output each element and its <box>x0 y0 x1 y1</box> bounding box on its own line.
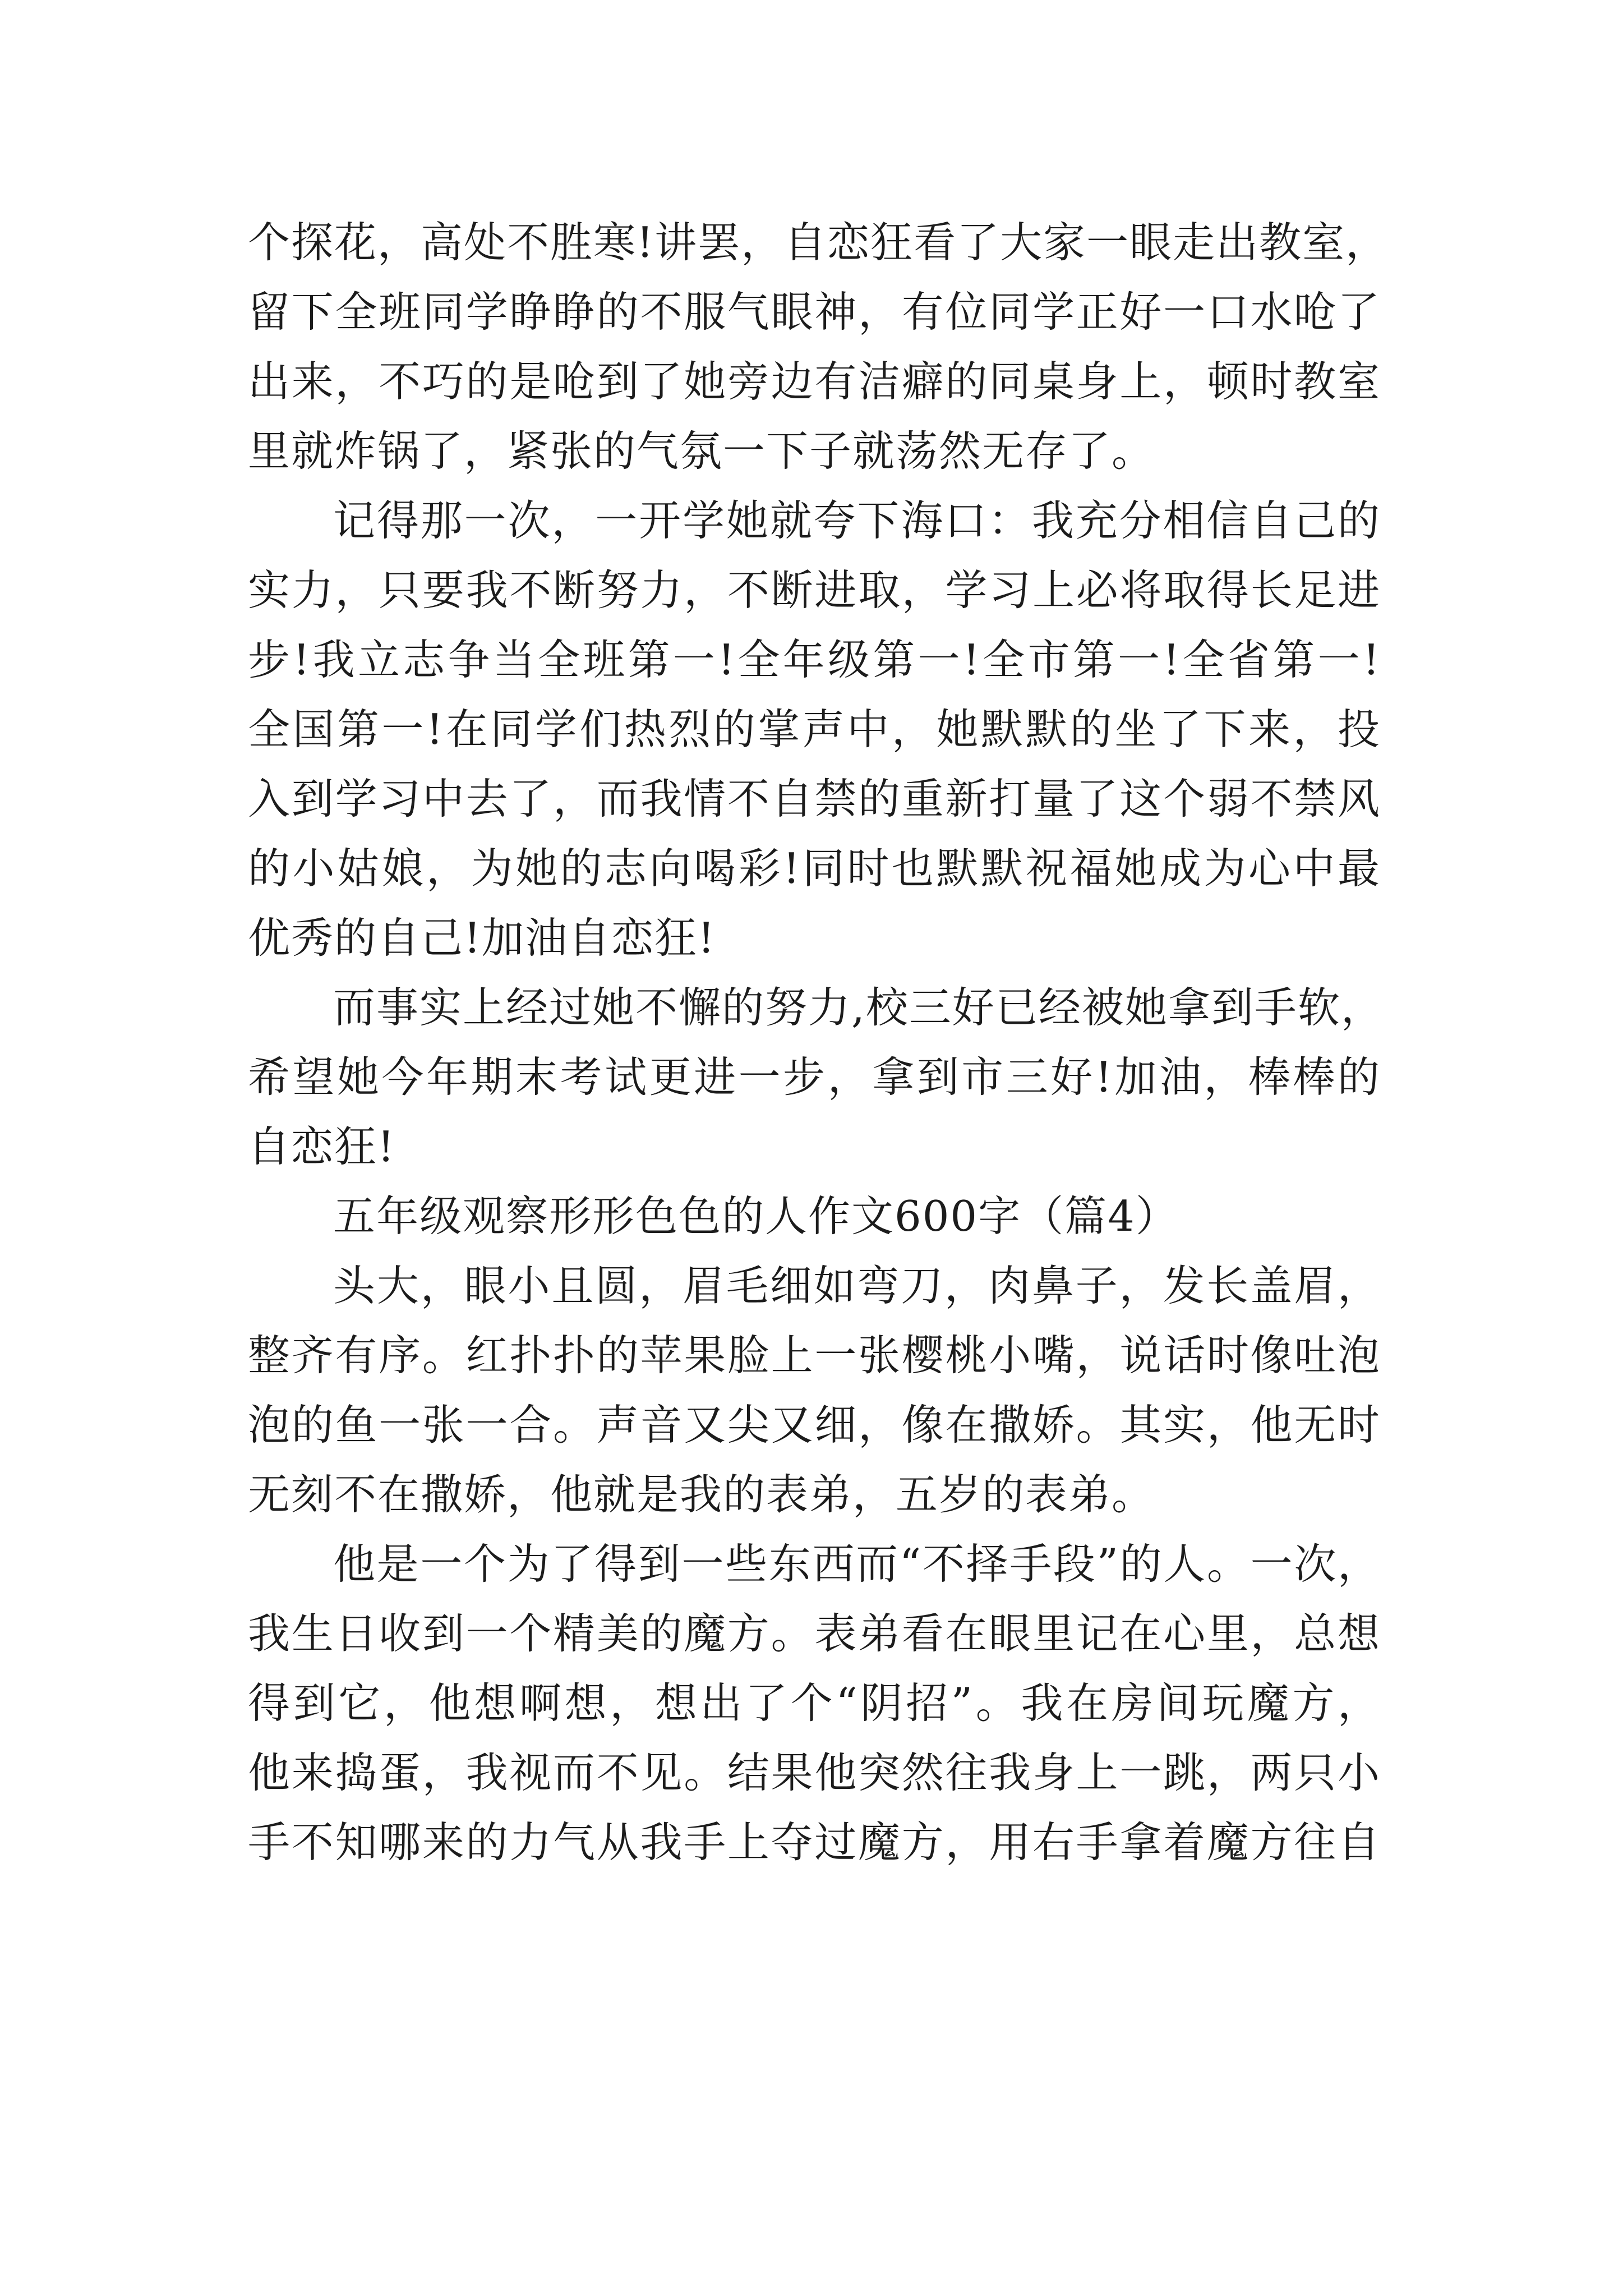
text-line: 我生日收到一个精美的魔方。表弟看在眼里记在心里，总想 <box>248 1609 1381 1658</box>
text-line: 得到它，他想啊想，想出了个“阴招”。我在房间玩魔方， <box>248 1678 1381 1728</box>
text-line: 实力，只要我不断努力，不断进取，学习上必将取得长足进 <box>248 565 1381 615</box>
text-line: 全国第一!在同学们热烈的掌声中，她默默的坐了下来，投 <box>248 705 1381 754</box>
text-line: 记得那一次，一开学她就夸下海口：我充分相信自己的 <box>333 496 1381 545</box>
text-line: 留下全班同学睁睁的不服气眼神，有位同学正好一口水呛了 <box>248 287 1381 337</box>
text-line: 的小姑娘，为她的志向喝彩!同时也默默祝福她成为心中最 <box>248 844 1381 893</box>
text-line: 自恋狂! <box>248 1122 396 1171</box>
text-line: 头大，眼小且圆，眉毛细如弯刀，肉鼻子，发长盖眉， <box>333 1261 1381 1310</box>
text-line: 手不知哪来的力气从我手上夺过魔方，用右手拿着魔方往自 <box>248 1818 1381 1867</box>
text-line: 入到学习中去了，而我情不自禁的重新打量了这个弱不禁风 <box>248 774 1381 823</box>
text-line: 他来捣蛋，我视而不见。结果他突然往我身上一跳，两只小 <box>248 1748 1381 1797</box>
text-line: 希望她今年期末考试更进一步，拿到市三好!加油，棒棒的 <box>248 1052 1381 1102</box>
text-line: 而事实上经过她不懈的努力,校三好已经被她拿到手软， <box>333 983 1384 1032</box>
text-line: 里就炸锅了，紧张的气氛一下子就荡然无存了。 <box>248 426 1155 476</box>
text-line: 个探花，高处不胜寒!讲罢，自恋狂看了大家一眼走出教室， <box>248 218 1389 267</box>
text-line: 五年级观察形形色色的人作文600字（篇4） <box>333 1191 1179 1241</box>
text-line: 优秀的自己!加油自恋狂! <box>248 913 716 963</box>
document-body <box>248 208 1389 1877</box>
text-line: 整齐有序。红扑扑的苹果脸上一张樱桃小嘴，说话时像吐泡 <box>248 1331 1381 1380</box>
text-line: 无刻不在撒娇，他就是我的表弟，五岁的表弟。 <box>248 1470 1155 1519</box>
text-line: 步!我立志争当全班第一!全年级第一!全市第一!全省第一! <box>248 635 1381 684</box>
text-line: 出来，不巧的是呛到了她旁边有洁癖的同桌身上，顿时教室 <box>248 357 1381 406</box>
text-line: 他是一个为了得到一些东西而“不择手段”的人。一次， <box>333 1539 1381 1589</box>
text-line: 泡的鱼一张一合。声音又尖又细，像在撒娇。其实，他无时 <box>248 1400 1381 1450</box>
